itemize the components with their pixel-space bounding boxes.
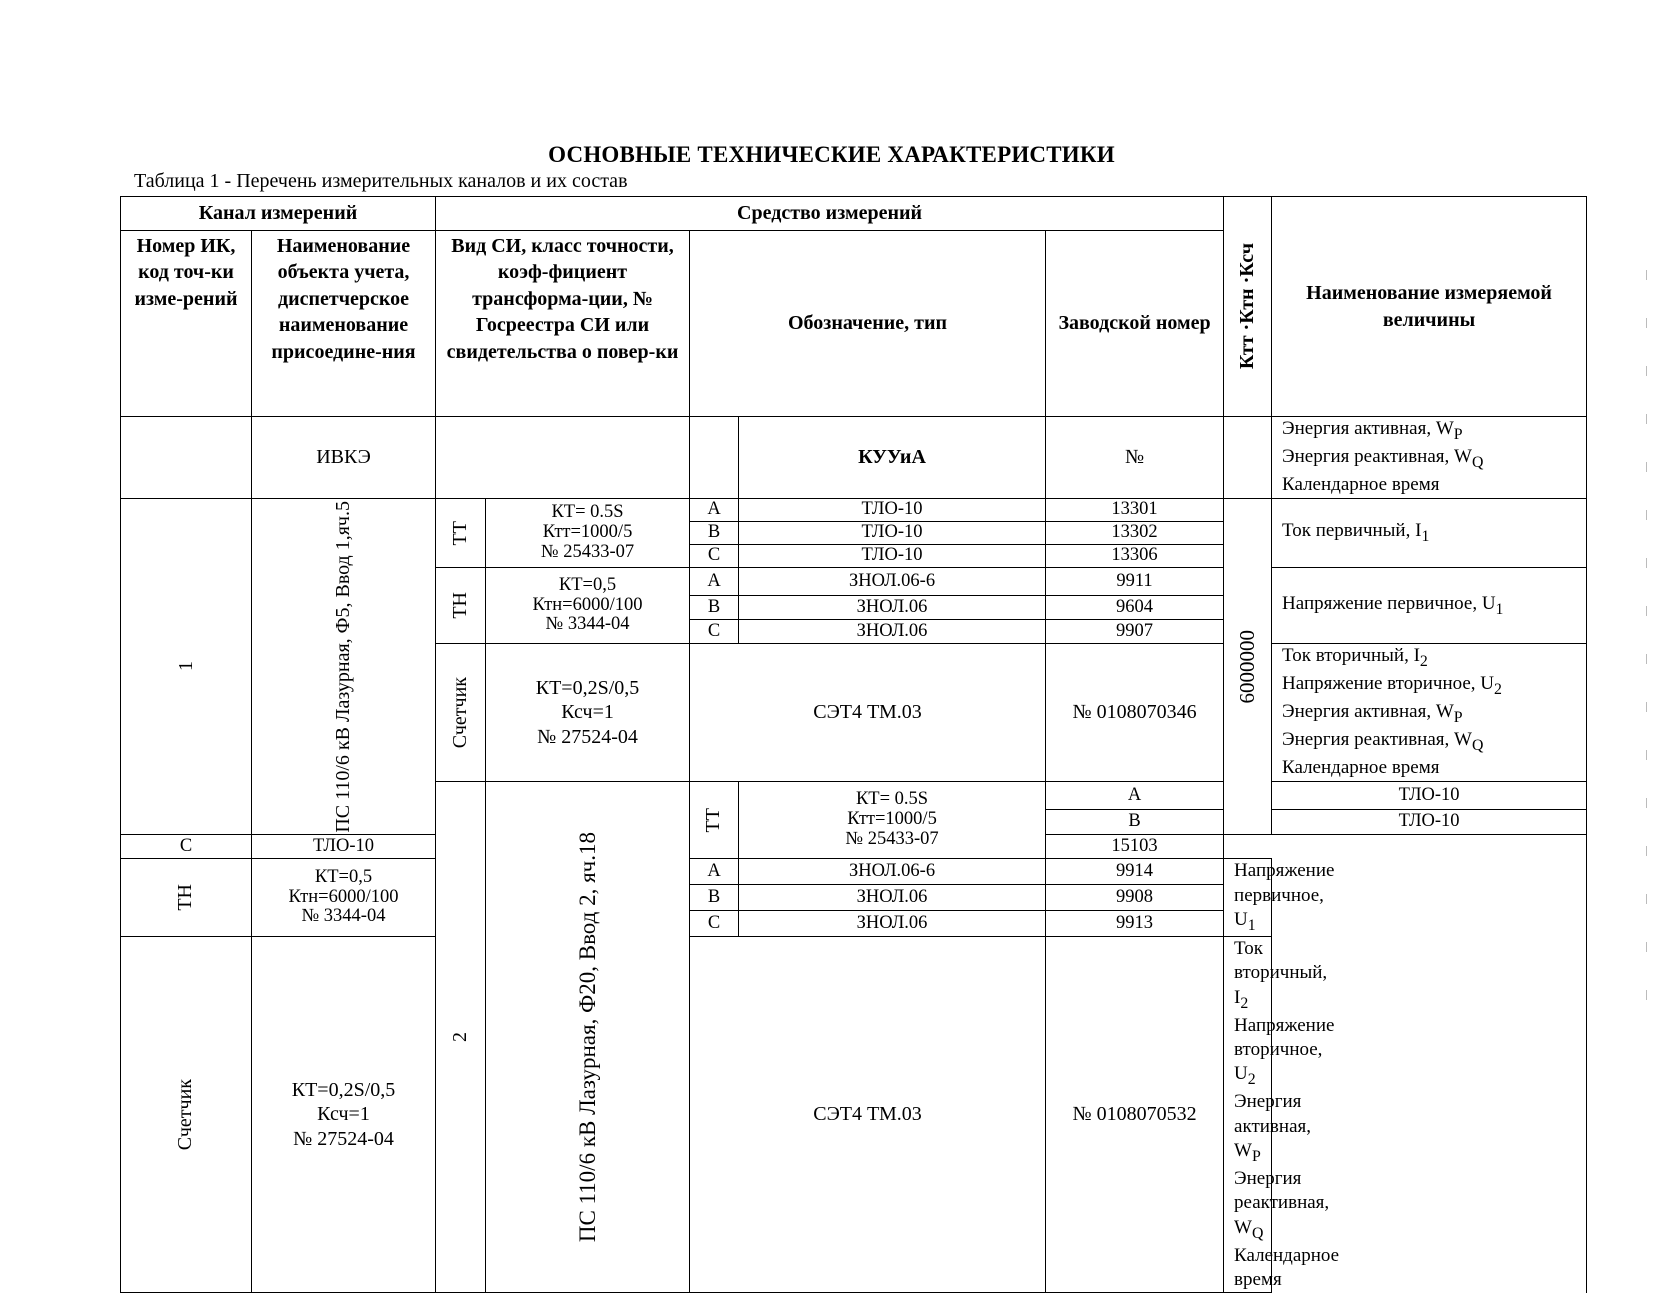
object-name-cell: ПС 110/6 кВ Лазурная, Ф20, Ввод 2, яч.18 xyxy=(486,781,690,1293)
serial-cell: 9911 xyxy=(1046,568,1224,596)
serial-cell: 15103 xyxy=(1046,834,1224,858)
channels-table xyxy=(120,196,1586,1290)
ivke-name: ИВКЭ xyxy=(252,417,436,499)
type-cell: ТЛО-10 xyxy=(739,522,1046,545)
meter-tag: Счетчик xyxy=(121,936,252,1292)
tn-tag: ТН xyxy=(436,568,486,644)
header-si-type: Вид СИ, класс точности, коэф-фициент трансформа-ции, № Госреестра СИ или свидетельства о повер-ки xyxy=(436,231,690,417)
tt-tag: ТТ xyxy=(436,499,486,568)
serial-cell: 9908 xyxy=(1046,885,1224,911)
tt-tag: ТТ xyxy=(690,781,739,859)
measured-line: Энергия реактивная, $W_Q$ xyxy=(1282,446,1484,472)
type-cell: ЗНОЛ.06-6 xyxy=(739,568,1046,596)
type-cell: ЗНОЛ.06-6 xyxy=(739,859,1046,885)
serial-cell: 13306 xyxy=(1046,545,1224,568)
header-ik-number: Номер ИК, код точ-ки изме-рений xyxy=(121,231,252,417)
phase-cell: A xyxy=(690,859,739,885)
type-cell: ТЛО-10 xyxy=(739,545,1046,568)
phase-cell: A xyxy=(690,499,739,522)
meter-spec: КТ=0,2S/0,5 Ксч=1 № 27524-04 xyxy=(486,644,690,782)
type-cell: ЗНОЛ.06 xyxy=(739,885,1046,911)
type-cell: ТЛО-10 xyxy=(252,834,436,858)
serial-cell: 9604 xyxy=(1046,596,1224,620)
ivke-measured xyxy=(1272,417,1587,499)
phase-cell: A xyxy=(690,568,739,596)
measured-cell: Ток вторичный, $I_2$ Напряжение вторичное, $U_2$ Энергия активная, $W_P$ Энергия реактивная, $W_Q$ Календарное время xyxy=(1272,644,1587,782)
phase-cell: A xyxy=(1046,781,1224,810)
measured-line: Календарное время xyxy=(1282,474,1440,496)
ivke-number xyxy=(121,417,252,499)
meter-tag: Счетчик xyxy=(436,644,486,782)
measured-cell: Ток вторичный, $I_2$ Напряжение вторичное, $U_2$ Энергия активная, $W_P$ Энергия реактивная, $W_Q$ Календарное время xyxy=(1224,936,1272,1292)
ik-number-cell: 1 xyxy=(121,499,252,835)
serial-cell: 9907 xyxy=(1046,620,1224,644)
scan-edge-marks xyxy=(1646,270,1650,1050)
phase-cell: C xyxy=(121,834,252,858)
serial-cell: 13302 xyxy=(1046,522,1224,545)
phase-cell: B xyxy=(690,522,739,545)
ik-number-cell: 2 xyxy=(436,781,486,1293)
phase-cell: C xyxy=(690,620,739,644)
type-cell: ТЛО-10 xyxy=(1272,810,1587,834)
header-measured: Наименование измеряемой величины xyxy=(1272,197,1587,417)
measured-cell: Напряжение первичное, $U_1$ xyxy=(1224,859,1272,937)
serial-cell: 13301 xyxy=(1046,499,1224,522)
header-ktt: Ктт ·Ктн ·Ксч xyxy=(1224,197,1272,417)
type-cell: ЗНОЛ.06 xyxy=(739,911,1046,937)
header-object-name: Наименование объекта учета, диспетчерское наименование присоедине-ния xyxy=(252,231,436,417)
tn-spec: КТ=0,5 Ктн=6000/100 № 3344-04 xyxy=(486,568,690,644)
ivke-si xyxy=(436,417,690,499)
measured-cell: Напряжение первичное, $U_1$ xyxy=(1272,568,1587,644)
measured-line: Энергия активная, $W_P$ xyxy=(1282,418,1463,444)
ivke-phase xyxy=(690,417,739,499)
type-cell: ТЛО-10 xyxy=(739,499,1046,522)
meter-type: СЭТ4 ТМ.03 xyxy=(690,936,1046,1292)
tn-tag: ТН xyxy=(121,859,252,937)
phase-cell: C xyxy=(690,911,739,937)
type-cell: ТЛО-10 xyxy=(1272,781,1587,810)
type-cell: ЗНОЛ.06 xyxy=(739,596,1046,620)
document-title: ОСНОВНЫЕ ТЕХНИЧЕСКИЕ ХАРАКТЕРИСТИКИ xyxy=(548,142,1115,167)
tt-spec: КТ= 0.5S Ктт=1000/5 № 25433-07 xyxy=(739,781,1046,859)
meter-type: СЭТ4 ТМ.03 xyxy=(690,644,1046,782)
tt-spec: КТ= 0.5S Ктт=1000/5 № 25433-07 xyxy=(486,499,690,568)
meter-serial: № 0108070346 xyxy=(1046,644,1224,782)
serial-cell: 9914 xyxy=(1046,859,1224,885)
ktt-value: 6000000 xyxy=(1224,499,1272,835)
phase-cell: B xyxy=(1046,810,1224,834)
ivke-designation: КУУиА xyxy=(739,417,1046,499)
header-device-group: Средство измерений xyxy=(436,197,1224,231)
tn-spec: КТ=0,5 Ктн=6000/100 № 3344-04 xyxy=(252,859,436,937)
meter-spec: КТ=0,2S/0,5 Ксч=1 № 27524-04 xyxy=(252,936,436,1292)
measured-cell: Ток первичный, $I_1$ xyxy=(1272,499,1587,568)
serial-cell: 9913 xyxy=(1046,911,1224,937)
header-serial: Заводской номер xyxy=(1046,231,1224,417)
meter-serial: № 0108070532 xyxy=(1046,936,1224,1292)
table-caption: Таблица 1 - Перечень измерительных каналов и их состав xyxy=(134,170,628,192)
type-cell: ЗНОЛ.06 xyxy=(739,620,1046,644)
phase-cell: C xyxy=(690,545,739,568)
ivke-serial: № xyxy=(1046,417,1224,499)
phase-cell: B xyxy=(690,596,739,620)
phase-cell: B xyxy=(690,885,739,911)
ivke-ktt xyxy=(1224,417,1272,499)
object-name-cell: ПС 110/6 кВ Лазурная, Ф5, Ввод 1,яч.5 xyxy=(252,499,436,835)
header-designation: Обозначение, тип xyxy=(690,231,1046,417)
header-channel-group: Канал измерений xyxy=(121,197,436,231)
